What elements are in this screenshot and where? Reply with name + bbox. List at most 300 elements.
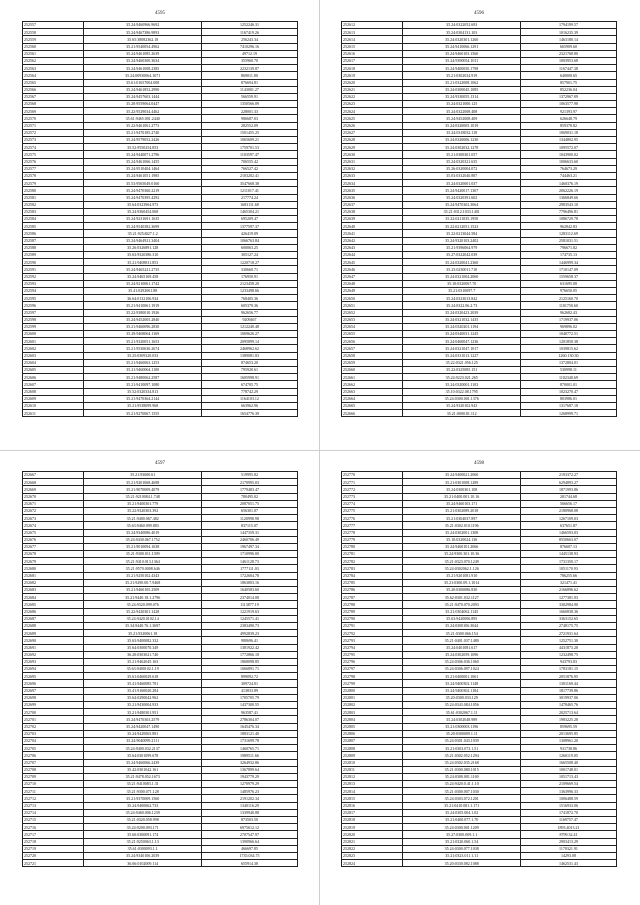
code-cell: 35.25:0309320.033 [84,352,201,359]
amount-cell: 1390966.64 [201,838,297,845]
row-id-cell: 252571 [23,122,84,129]
row-id-cell: 252574 [23,144,84,151]
amount-cell: 837115.07 [201,522,297,529]
amount-cell: 1167419.26 [201,29,297,36]
table-row [23,615,298,622]
code-cell: 35.41:9160020.284 [84,687,201,694]
amount-cell: 355960.70 [201,57,297,64]
code-cell: 35.24:0460047.1236 [403,338,520,345]
table-row [342,331,617,338]
table-row [342,216,617,223]
code-cell: 35.22:0321.056.125 [403,359,520,366]
code-cell: 35.22:0325085.151 [403,367,520,374]
row-id-cell: 252673 [23,515,84,522]
code-cell: 35.24:0320005.1019 [403,122,520,129]
row-id-cell: 252638 [342,208,403,215]
table-row [342,223,617,230]
row-id-cell: 252789 [342,608,403,615]
table-row [342,338,617,345]
amount-cell: 1003953.68 [520,57,616,64]
table-row [23,50,298,57]
amount-cell: 1967497.34 [201,543,297,550]
table-row [342,180,617,187]
row-id-cell: 252820 [342,831,403,838]
amount-cell: 2707547.97 [201,831,297,838]
row-id-cell: 252792 [342,630,403,637]
amount-cell: 780495.02 [201,493,297,500]
code-cell: 35.24:0320041.2360 [403,259,520,266]
row-id-cell: 252815 [342,795,403,802]
amount-cell: 1710996.00 [201,551,297,558]
code-cell: 35.22:0211035.1958 [403,216,520,223]
code-cell: 35.52:9550254.853 [84,144,201,151]
amount-cell: 2460706.49 [201,536,297,543]
table-row [342,601,617,608]
code-cell: 35.34:9440.76.1.3697 [84,622,201,629]
code-cell: 35.24:0320321.635 [403,158,520,165]
table-row [23,395,298,402]
row-id-cell: 252816 [342,802,403,809]
row-id-cell: 252621 [342,86,403,93]
amount-cell: 3264932.86 [201,759,297,766]
table-row [342,388,617,395]
code-cell: 35.21:0302.052.1294 [403,752,520,759]
table-row [342,151,617,158]
code-cell: 35.24:9400.032.2137 [84,745,201,752]
row-id-cell: 252782 [342,558,403,565]
table-row [23,101,298,108]
table-row [23,479,298,486]
table-row [342,615,617,622]
table-row [23,316,298,323]
row-id-cell: 252639 [342,216,403,223]
table-row [23,860,298,867]
code-cell: 35.20:9559064.0447 [84,101,201,108]
code-cell: 35.24:0305.004.1.02 [403,809,520,816]
row-id-cell: 252617 [342,57,403,64]
amount-cell: 2383490.73 [201,622,297,629]
code-cell: 36.66:0102009.114 [84,860,201,867]
row-id-cell: 252603 [23,352,84,359]
table-row [342,381,617,388]
row-id-cell: 252580 [23,187,84,194]
code-cell: 35.25:0230011.710 [403,266,520,273]
row-id-cell: 252707 [23,759,84,766]
amount-cell: 1605998.91 [201,374,297,381]
table-row [342,108,617,115]
row-id-cell: 252799 [342,680,403,687]
table-row [23,43,298,50]
table-row [23,500,298,507]
row-id-cell: 252720 [23,852,84,859]
row-id-cell: 252627 [342,129,403,136]
row-id-cell: 252561 [23,50,84,57]
table-row [23,486,298,493]
table-row [342,737,617,744]
amount-cell: 1722604.78 [201,572,297,579]
code-cell: 35.24:9400021.2060 [403,472,520,479]
table-row [23,745,298,752]
row-id-cell: 252804 [342,716,403,723]
amount-cell: 1759701.53 [201,144,297,151]
code-cell: 35.21:9370009.1560 [84,795,201,802]
table-row [23,216,298,223]
amount-cell: 1777111.03 [201,565,297,572]
amount-cell: 962656.77 [201,309,297,316]
table-row [23,237,298,244]
page-number-header: 4595 [155,11,165,16]
amount-cell: 2191202.34 [201,795,297,802]
amount-cell: 1164103.12 [201,395,297,402]
amount-cell: 1363996.33 [520,788,616,795]
amount-cell: 1167447.38 [520,65,616,72]
amount-cell: 1270979.29 [201,781,297,788]
row-id-cell: 252622 [342,93,403,100]
table-row [342,644,617,651]
table-row [23,108,298,115]
amount-cell: 2109669.54 [520,781,616,788]
code-cell: 35.21:93000.61 [84,472,201,479]
code-cell: 35.21:9201068.4698 [84,479,201,486]
amount-cell: 49712.19 [201,50,297,57]
amount-cell: 1640583.60 [201,587,297,594]
table-row [23,129,298,136]
row-id-cell: 252716 [23,824,84,831]
amount-cell: 2123458.20 [201,280,297,287]
code-cell: 35.21:0400001.1061 [403,673,520,680]
table-row [342,29,617,36]
amount-cell: 1143001.27 [201,86,297,93]
code-cell: 35.24:0301.043.1039 [403,737,520,744]
amount-cell: 1731699.78 [201,737,297,744]
row-id-cell: 252629 [342,144,403,151]
row-id-cell: 252592 [23,273,84,280]
code-cell: 35.24:0318032.118 [403,129,520,136]
code-cell: 35.21:0410.081.1.171 [403,802,520,809]
table-row [342,809,617,816]
table-row [342,472,617,479]
row-id-cell: 252774 [342,500,403,507]
amount-cell: 1983225.28 [520,716,616,723]
row-id-cell: 252633 [342,172,403,179]
amount-cell: 2062226.19 [520,187,616,194]
row-id-cell: 252775 [342,507,403,514]
amount-cell: 1705705.79 [201,694,297,701]
row-id-cell: 252788 [342,601,403,608]
amount-cell: 663962.96 [201,402,297,409]
code-cell: 35.42:0301042.161 [84,766,201,773]
row-id-cell: 252658 [342,352,403,359]
table-row [342,766,617,773]
code-cell: 35.21:0302.010.1196 [403,522,520,529]
amount-cell: 870001.01 [520,381,616,388]
row-id-cell: 252568 [23,101,84,108]
table-row [23,694,298,701]
row-id-cell: 252637 [342,201,403,208]
row-id-cell: 252576 [23,158,84,165]
row-id-cell: 252686 [23,608,84,615]
amount-cell: 744463.21 [520,172,616,179]
code-cell: 35.21:9470364.2144 [84,395,201,402]
row-id-cell: 252697 [23,687,84,694]
code-cell: 35.24:0300.001.1209 [403,824,520,831]
code-cell: 35.24:9470302.3064 [403,201,520,208]
page-number-header: 4598 [474,461,484,466]
table-row [23,273,298,280]
code-cell: 35.21:9254027.1.2 [84,230,201,237]
code-cell: 35.22:9420301.1428 [84,608,201,615]
row-id-cell: 252684 [23,594,84,601]
row-id-cell: 252814 [342,788,403,795]
code-cell: 35.24:9420.0102.14 [84,615,201,622]
amount-cell: 413833.89 [201,687,297,694]
table-row [23,658,298,665]
amount-cell: 1863803.16 [201,579,297,586]
code-cell: 35.61:0302067.1.11 [403,709,520,716]
row-id-cell: 252582 [23,201,84,208]
table-row [342,565,617,572]
code-cell: 35.24:9320102.943 [403,402,520,409]
table-row [23,223,298,230]
row-id-cell: 252652 [342,309,403,316]
amount-cell: 899092.72 [201,673,297,680]
row-id-cell: 252581 [23,194,84,201]
row-id-cell: 252625 [342,115,403,122]
table-row [23,644,298,651]
amount-cell: 1267109.03 [520,515,616,522]
row-id-cell: 252822 [342,845,403,852]
code-cell: 35.24:9452005.2840 [84,316,201,323]
amount-cell: 1462531.43 [520,860,616,867]
code-cell: 36.64:0132106.934 [84,295,201,302]
code-cell: 35.24:0340031.1245 [403,331,520,338]
code-cell: 35.24:9440071.2796 [84,151,201,158]
row-id-cell: 252674 [23,522,84,529]
table-row [342,572,617,579]
row-id-cell: 252649 [342,287,403,294]
code-cell: 35.24:9460966.9692 [84,22,201,29]
amount-cell: 1683111.68 [201,201,297,208]
table-row [342,93,617,100]
row-id-cell: 252560 [23,43,84,50]
table-row [342,172,617,179]
table-row [23,579,298,586]
code-cell: 35.64:0300070.349 [84,644,201,651]
row-id-cell: 252670 [23,493,84,500]
table-row [342,165,617,172]
amount-cell: 1211017.41 [201,187,297,194]
amount-cell: 2468962.62 [201,345,297,352]
row-id-cell: 252662 [342,381,403,388]
row-id-cell: 252655 [342,331,403,338]
amount-cell: 2903413.29 [520,838,616,845]
row-id-cell: 252777 [342,522,403,529]
row-id-cell: 252794 [342,644,403,651]
row-id-cell: 252605 [23,367,84,374]
row-id-cell: 252584 [23,216,84,223]
code-cell: 35.24:9470360.2219 [84,187,201,194]
table-row [342,57,617,64]
code-cell: 35.24:0320301.1260 [403,36,520,43]
table-row [342,273,617,280]
code-cell: 35.24:9460300.3634 [84,57,201,64]
amount-cell: 768405.36 [201,295,297,302]
amount-cell: 7410296.16 [201,43,297,50]
amount-cell: 1102340.69 [520,374,616,381]
table-row [342,723,617,730]
amount-cell: 931738.86 [520,745,616,752]
row-id-cell: 252807 [342,737,403,744]
table-row [23,781,298,788]
table-row [342,323,617,330]
table-row [23,295,298,302]
amount-cell: 1039815.62 [520,345,616,352]
row-id-cell: 252645 [342,259,403,266]
amount-cell: 1201850.38 [520,338,616,345]
code-cell: 35.21:9410.013.1364 [84,558,201,565]
code-cell: 35.21:9410061.1919 [84,302,201,309]
amount-cell: 256243.34 [201,36,297,43]
amount-cell: 1783181.15 [520,666,616,673]
row-id-cell: 252632 [342,165,403,172]
amount-cell: 1372804.01 [520,359,616,366]
amount-cell: 656301.07 [201,507,297,514]
amount-cell: 857901.75 [520,79,616,86]
amount-cell: 1779483.47 [201,486,297,493]
table-row [23,410,298,417]
table-row [342,309,617,316]
row-id-cell: 252778 [342,529,403,536]
code-cell: 35.21:0303.073.1.51 [403,745,520,752]
row-id-cell: 252654 [342,323,403,330]
document-page-top-right [341,8,617,448]
table-row [23,180,298,187]
amount-cell: 228001.33 [201,108,297,115]
code-cell: 35.24:0320423.2039 [403,309,520,316]
amount-cell: 1943779.29 [201,773,297,780]
amount-cell: 1006633.60 [520,158,616,165]
table-row [342,194,617,201]
code-cell: 35.64:0323964.973 [84,201,201,208]
code-cell: 35.61:0300093.1.1 [84,845,201,852]
code-cell: 35.24:9460101.2066 [403,543,520,550]
code-cell: 35.24:0320391.602 [403,194,520,201]
code-cell: 35.24:0302048.989 [403,716,520,723]
amount-cell: 631695.08 [520,280,616,287]
amount-cell: 8799.32.41 [520,831,616,838]
code-cell: 35.24:9400302.1148 [403,680,520,687]
table-row [342,666,617,673]
row-id-cell: 252669 [23,486,84,493]
row-id-cell: 252793 [342,637,403,644]
table-row [342,266,617,273]
code-cell: 35.64:0290042.962 [84,694,201,701]
amount-cell: 2786304.07 [201,716,297,723]
amount-cell: 921393.97 [520,108,616,115]
table-row [23,608,298,615]
code-cell: 35.21:0400.077.1.70 [403,817,520,824]
code-cell: 35.63:9400102.1.19 [84,666,201,673]
table-row [342,716,617,723]
amount-cell: 766527.42 [201,165,297,172]
code-cell: 35.64:0301099.678 [84,752,201,759]
amount-cell: 1308961.20 [520,737,616,744]
row-id-cell: 252578 [23,172,84,179]
table-row [23,331,298,338]
table-row [23,244,298,251]
amount-cell: 764673.29 [520,165,616,172]
amount-cell: 2232139.87 [201,65,297,72]
amount-cell: 14293.08 [520,852,616,859]
row-id-cell: 252719 [23,845,84,852]
row-id-cell: 252657 [342,345,403,352]
row-id-cell: 252618 [342,65,403,72]
row-id-cell: 252702 [23,723,84,730]
amount-cell: 2748175.75 [520,622,616,629]
amount-cell: 1665508.40 [520,759,616,766]
row-id-cell: 252714 [23,809,84,816]
code-cell: 35.22:9380010.1926 [84,309,201,316]
row-id-cell: 252797 [342,666,403,673]
code-cell: 35.21:9250063.1.13 [84,838,201,845]
amount-cell: 1377597.37 [201,223,297,230]
amount-cell: 1063577.98 [520,101,616,108]
code-cell: 35.24:0320001.037 [403,180,520,187]
amount-cell: 1735.034.75 [201,852,297,859]
table-row [23,402,298,409]
row-id-cell: 252630 [342,151,403,158]
code-cell: 35.24:9330055.1314 [403,93,520,100]
amount-cell: 530998.11 [520,367,616,374]
amount-cell: 1252246.31 [201,22,297,29]
code-cell: 35.24:9470303.2579 [84,716,201,723]
row-id-cell: 252619 [342,72,403,79]
table-row [23,838,298,845]
table-row [23,680,298,687]
code-cell: 35.21:9540054.4962 [84,43,201,50]
amount-cell: 1559658.37 [520,273,616,280]
code-cell: 35.24:9390054.1011 [403,57,520,64]
table-row [23,622,298,629]
code-cell: 35.24:0303.072.1201 [403,795,520,802]
code-cell: 35.24:9467386.9893 [84,29,201,36]
row-id-cell: 252689 [23,630,84,637]
row-id-cell: 252800 [342,687,403,694]
amount-cell: 2125160.70 [520,295,616,302]
amount-cell: 1466593.03 [520,529,616,536]
table-row [342,158,617,165]
code-cell: 35.63:9400082.332 [84,637,201,644]
amount-cell: 803986.01 [520,395,616,402]
row-id-cell: 252650 [342,295,403,302]
amount-cell: 3302984.90 [520,601,616,608]
table-row [342,558,617,565]
table-row [23,115,298,122]
amount-cell: 980696.41 [201,637,297,644]
table-row [342,551,617,558]
row-id-cell: 252564 [23,72,84,79]
table-row [342,86,617,93]
table-row [23,151,298,158]
table-row [23,716,298,723]
table-row [342,352,617,359]
code-cell: 35.21:9478.052.1673 [84,773,201,780]
table-row [23,795,298,802]
code-cell: 35.24:0401081.617 [403,644,520,651]
code-cell: 35.61:01657004.008 [84,79,201,86]
code-cell: 35.21:9300.071.128 [84,788,201,795]
table-row [23,472,298,479]
